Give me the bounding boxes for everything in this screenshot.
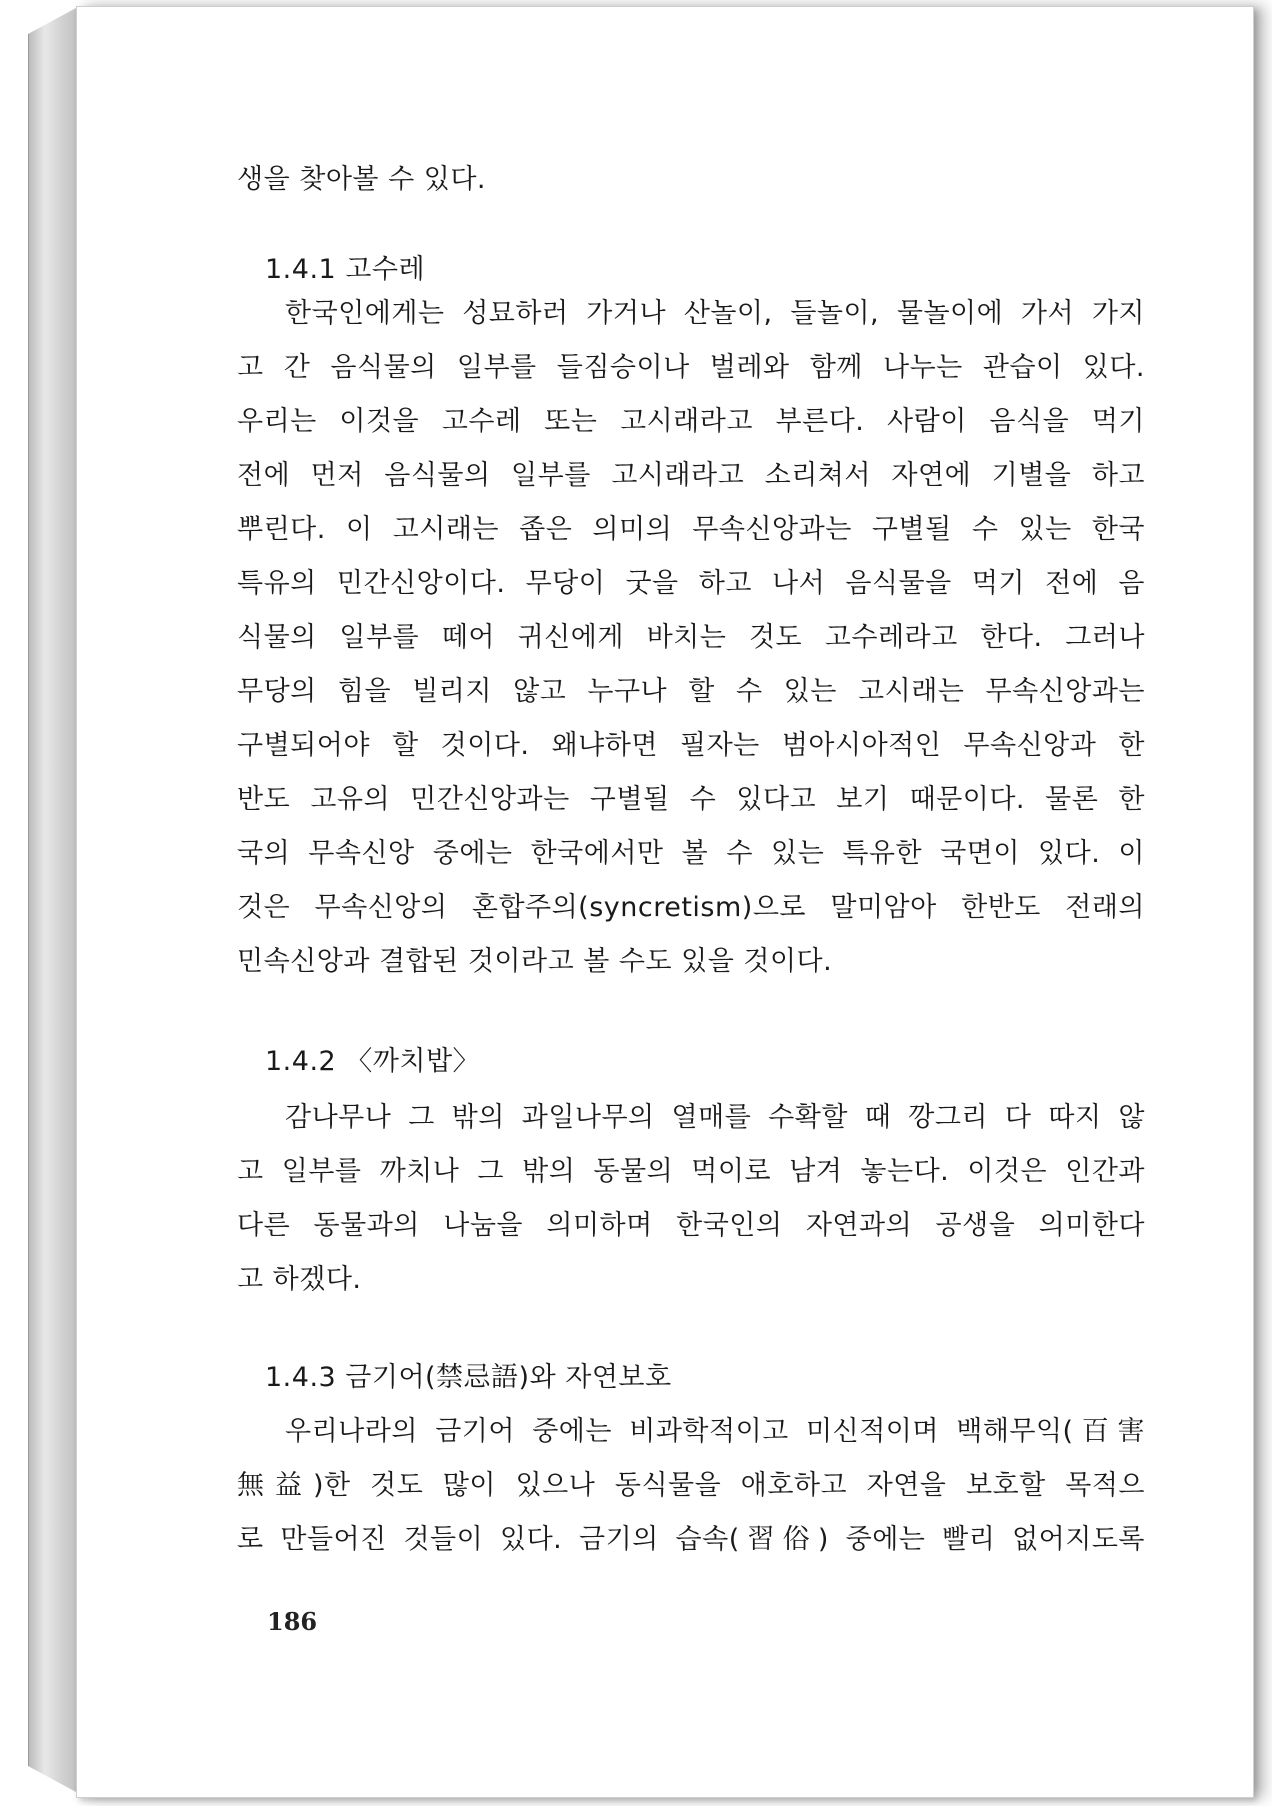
section-141-line: 한국인에게는 성묘하러 가거나 산놀이, 들놀이, 물놀이에 가서 가지 xyxy=(285,298,1145,329)
section-141-line: 고 간 음식물의 일부를 들짐승이나 벌레와 함께 나누는 관습이 있다. xyxy=(237,352,1145,383)
section-141-line: 국의 무속신앙 중에는 한국에서만 볼 수 있는 특유한 국면이 있다. 이 xyxy=(237,838,1145,869)
section-143-line: 로 만들어진 것들이 있다. 금기의 습속(習俗) 중에는 빨리 없어지도록 xyxy=(237,1524,1145,1555)
section-141-line: 뿌린다. 이 고시래는 좁은 의미의 무속신앙과는 구별될 수 있는 한국 xyxy=(237,514,1145,545)
section-142-line: 다른 동물과의 나눔을 의미하며 한국인의 자연과의 공생을 의미한다 xyxy=(237,1210,1145,1241)
section-141-line: 구별되어야 할 것이다. 왜냐하면 필자는 범아시아적인 무속신앙과 한 xyxy=(237,730,1145,761)
section-141-line: 특유의 민간신앙이다. 무당이 굿을 하고 나서 음식물을 먹기 전에 음 xyxy=(237,568,1145,599)
section-141-line: 전에 먼저 음식물의 일부를 고시래라고 소리쳐서 자연에 기별을 하고 xyxy=(237,460,1145,491)
section-142-line: 고 일부를 까치나 그 밖의 동물의 먹이로 남겨 놓는다. 이것은 인간과 xyxy=(237,1156,1145,1187)
section-142-line: 고 하겠다. xyxy=(237,1264,362,1295)
section-142-line: 감나무나 그 밖의 과일나무의 열매를 수확할 때 깡그리 다 따지 않 xyxy=(285,1102,1145,1133)
section-141-line: 우리는 이것을 고수레 또는 고시래라고 부른다. 사람이 음식을 먹기 xyxy=(237,406,1145,437)
section-141-line: 민속신앙과 결합된 것이라고 볼 수도 있을 것이다. xyxy=(237,946,833,977)
page-number: 186 xyxy=(267,1607,318,1636)
book-spine xyxy=(28,8,76,1792)
section-141-line: 식물의 일부를 떼어 귀신에게 바치는 것도 고수레라고 한다. 그러나 xyxy=(237,622,1145,653)
section-141-heading: 1.4.1 고수레 xyxy=(265,254,426,285)
section-143-heading: 1.4.3 금기어(禁忌語)와 자연보호 xyxy=(265,1362,672,1393)
section-141-line: 무당의 힘을 빌리지 않고 누구나 할 수 있는 고시래는 무속신앙과는 xyxy=(237,676,1145,707)
spine-edge xyxy=(28,34,29,1766)
section-143-line: 無益)한 것도 많이 있으나 동식물을 애호하고 자연을 보호할 목적으 xyxy=(237,1470,1145,1501)
intro-line: 생을 찾아볼 수 있다. xyxy=(237,164,486,195)
section-141-line: 것은 무속신앙의 혼합주의(syncretism)으로 말미암아 한반도 전래의 xyxy=(237,892,1145,923)
section-143-line: 우리나라의 금기어 중에는 비과학적이고 미신적이며 백해무익(百害 xyxy=(285,1416,1145,1447)
section-141-line: 반도 고유의 민간신앙과는 구별될 수 있다고 보기 때문이다. 물론 한 xyxy=(237,784,1145,815)
book-page xyxy=(76,6,1254,1798)
section-142-heading: 1.4.2 〈까치밥〉 xyxy=(265,1046,481,1077)
